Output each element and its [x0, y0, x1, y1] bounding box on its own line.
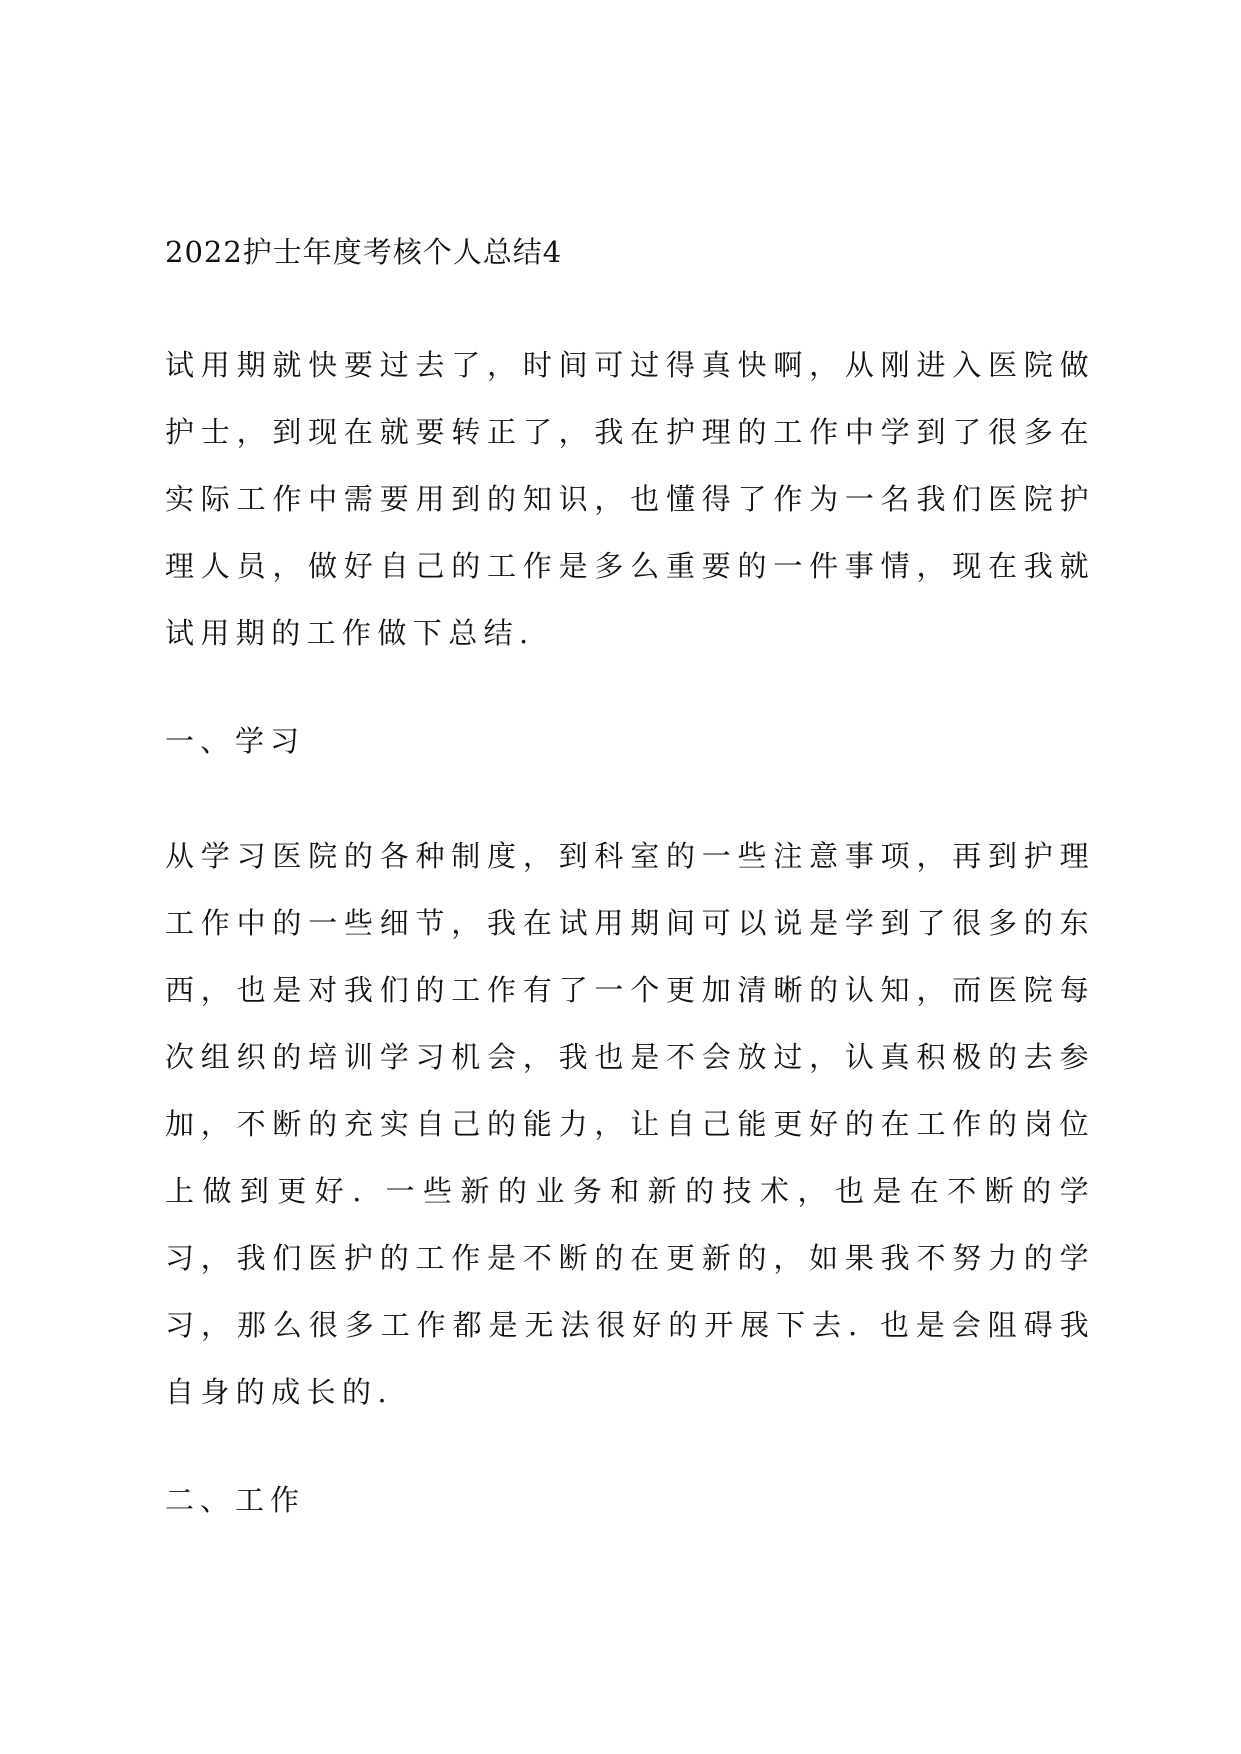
intro-paragraph: 试用期就快要过去了，时间可过得真快啊，从刚进入医院做护士，到现在就要转正了，我在护理的工作中学到了很多在实际工作中需要用到的知识，也懂得了作为一名我们医院护理人员，做好自己的工作是多么重要的一件事情，现在我就试用期的工作做下总结. — [165, 348, 1095, 650]
section-heading-study: 一、学习 — [165, 724, 306, 758]
section-body-study: 从学习医院的各种制度，到科室的一些注意事项，再到护理工作中的一些细节，我在试用期间可以说是学到了很多的东西，也是对我们的工作有了一个更加清晰的认知，而医院每次组织的培训学习机会，我也是不会放过，认真积极的去参加，不断的充实自己的能力，让自己能更好的在工作的岗位上做到更好. 一些新的业务和新的技术，也是在不断的学习，我们医护的工作是不断的在更新的，如果我不努力的学习，那么很多工作都是无法很好的开展下去. 也是会阻碍我自身的成长的. — [165, 839, 1095, 1409]
section-heading-work: 二、工作 — [165, 1483, 306, 1517]
document-body — [165, 222, 1095, 1582]
document-title: 2022护士年度考核个人总结4 — [165, 235, 563, 269]
